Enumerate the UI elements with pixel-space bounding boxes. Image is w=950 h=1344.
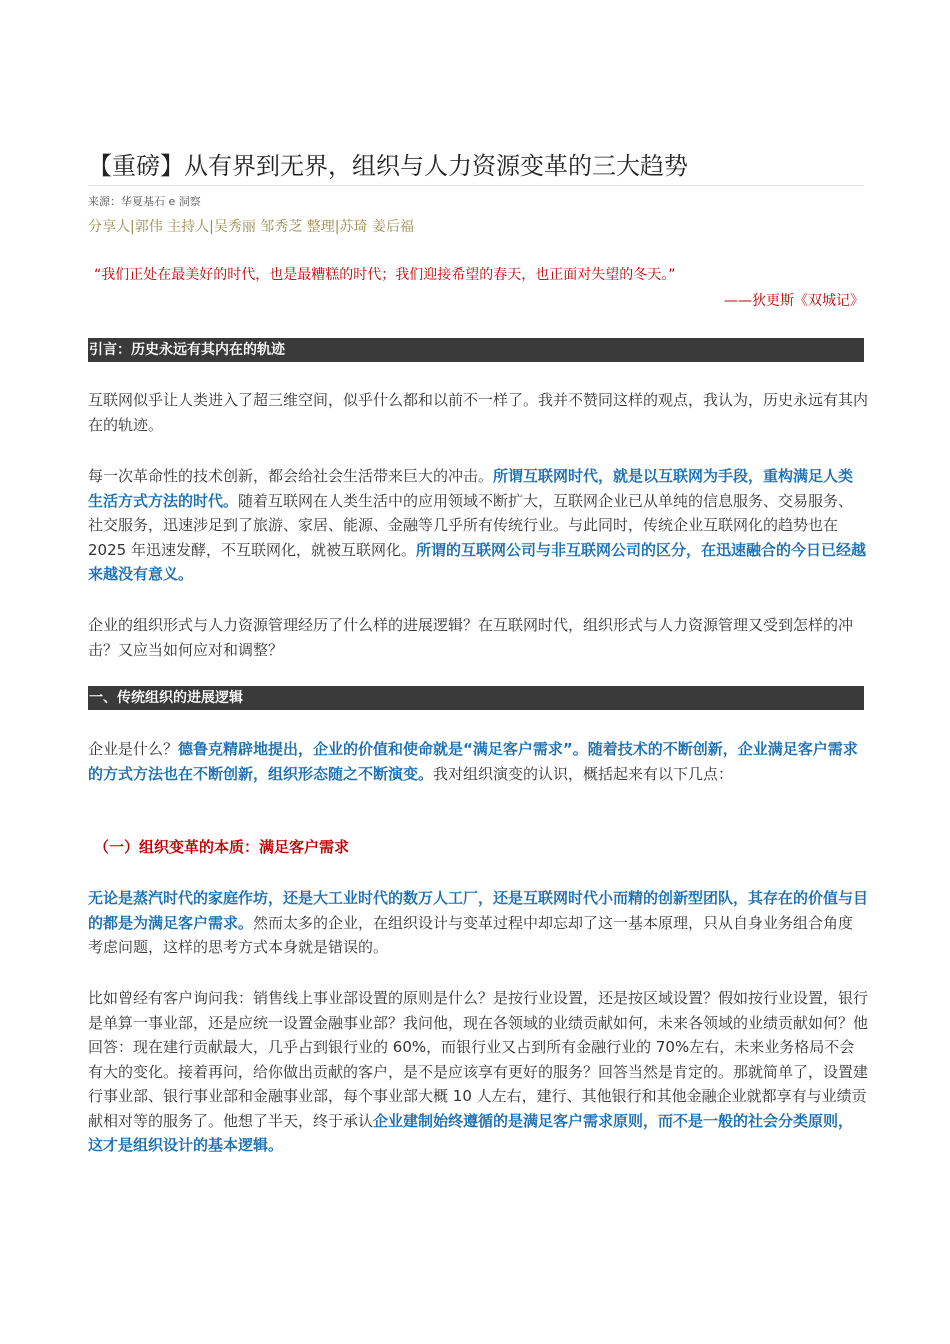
highlight-text: 德鲁克精辟地提出，企业的价值和使命就是“满足客户需求”。随着技术的不断创新，企业满足客户需求的方式方法也在不断创新，组织形态随之不断演变。 [88,740,858,783]
text-run: 随着互联网在人类生活中的应用领域不断扩大，互联网企业已从单纯的信息服务、交易服务、社交服务，迅速涉足到了旅游、家居、能源、金融等几乎所有传统行业。与此同时，传统企业互联网化的趋势也在 2025 年迅速发酵，不互联网化，就被互联网化。 [88,491,854,559]
article-sharers: 分享人|郭伟 主持人|吴秀丽 邹秀芝 整理|苏琦 姜后福 [88,219,414,235]
section-heading-traditional: 一、传统组织的进展逻辑 [88,686,864,710]
epigraph-quote: “我们正处在最美好的时代，也是最糟糕的时代；我们迎接希望的春天，也正面对失望的冬天。” [94,267,676,283]
text-run: 我对组织演变的认识，概括起来有以下几点： [433,764,734,783]
traditional-paragraph-2 [88,886,868,960]
text-run: 每一次革命性的技术创新，都会给社会生活带来巨大的冲击。 [88,467,494,485]
article-title: 【重磅】从有界到无界，组织与人力资源变革的三大趋势 [88,152,688,181]
intro-paragraph-3: 企业的组织形式与人力资源管理经历了什么样的进展逻辑？在互联网时代，组织形式与人力资源管理又受到怎样的冲击？又应当如何应对和调整？ [88,616,854,659]
traditional-paragraph-3 [88,986,868,1158]
section-heading-intro: 引言：历史永远有其内在的轨迹 [88,338,864,362]
epigraph-attribution: ——狄更斯《双城记》 [724,293,864,309]
highlight-text: 所谓互联网时代，就是以互联网为手段，重构满足人类生活方式方法的时代。 [88,467,854,510]
highlight-text: 企业建制始终遵循的是满足客户需求原则，而不是一般的社会分类原则，这才是组织设计的基本逻辑。 [88,1111,854,1154]
article-source: 来源：华夏基石 e 洞察 [88,195,201,208]
highlight-text: 无论是蒸汽时代的家庭作坊，还是大工业时代的数万人工厂，还是互联网时代小而精的创新型团队，其存在的价值与目的都是为满足客户需求。 [88,889,869,932]
sub-heading-1: （一）组织变革的本质：满足客户需求 [94,838,350,856]
intro-paragraph-2 [88,464,868,587]
traditional-paragraph-1 [88,737,868,786]
text-run: 比如曾经有客户询问我：销售线上事业部设置的原则是什么？是按行业设置，还是按区域设置？假如按行业设置，银行是单算一事业部，还是应统一设置金融事业部？我问他，现在各领域的业绩贡献如何，未来各领域的业绩贡献如何？他回答：现在建行贡献最大，几乎占到银行业的 60%，而银行业又占到所有金融行业的 70%左右，未来业务格局不会有大的变化。接着再问，给你做出贡献的客户，是不是应该享有更好的服务？回答当然是肯定的。那就简单了，设置建行事业部、银行事业部和金融事业部，每个事业部大概 10 人左右，建行、其他银行和其他金融企业就都享有与业绩贡献相对等的服务了。他想了半天，终于承认 [88,989,869,1130]
title-divider [88,185,864,186]
text-run: 企业是什么？ [88,740,179,758]
text-run: 然而太多的企业，在组织设计与变革过程中却忘却了这一基本原理，只从自身业务组合角度考虑问题，这样的思考方式本身就是错误的。 [88,913,854,956]
highlight-text: 所谓的互联网公司与非互联网公司的区分，在迅速融合的今日已经越来越没有意义。 [88,540,866,583]
intro-paragraph-1: 互联网似乎让人类进入了超三维空间，似乎什么都和以前不一样了。我并不赞同这样的观点，我认为，历史永远有其内在的轨迹。 [88,391,869,434]
